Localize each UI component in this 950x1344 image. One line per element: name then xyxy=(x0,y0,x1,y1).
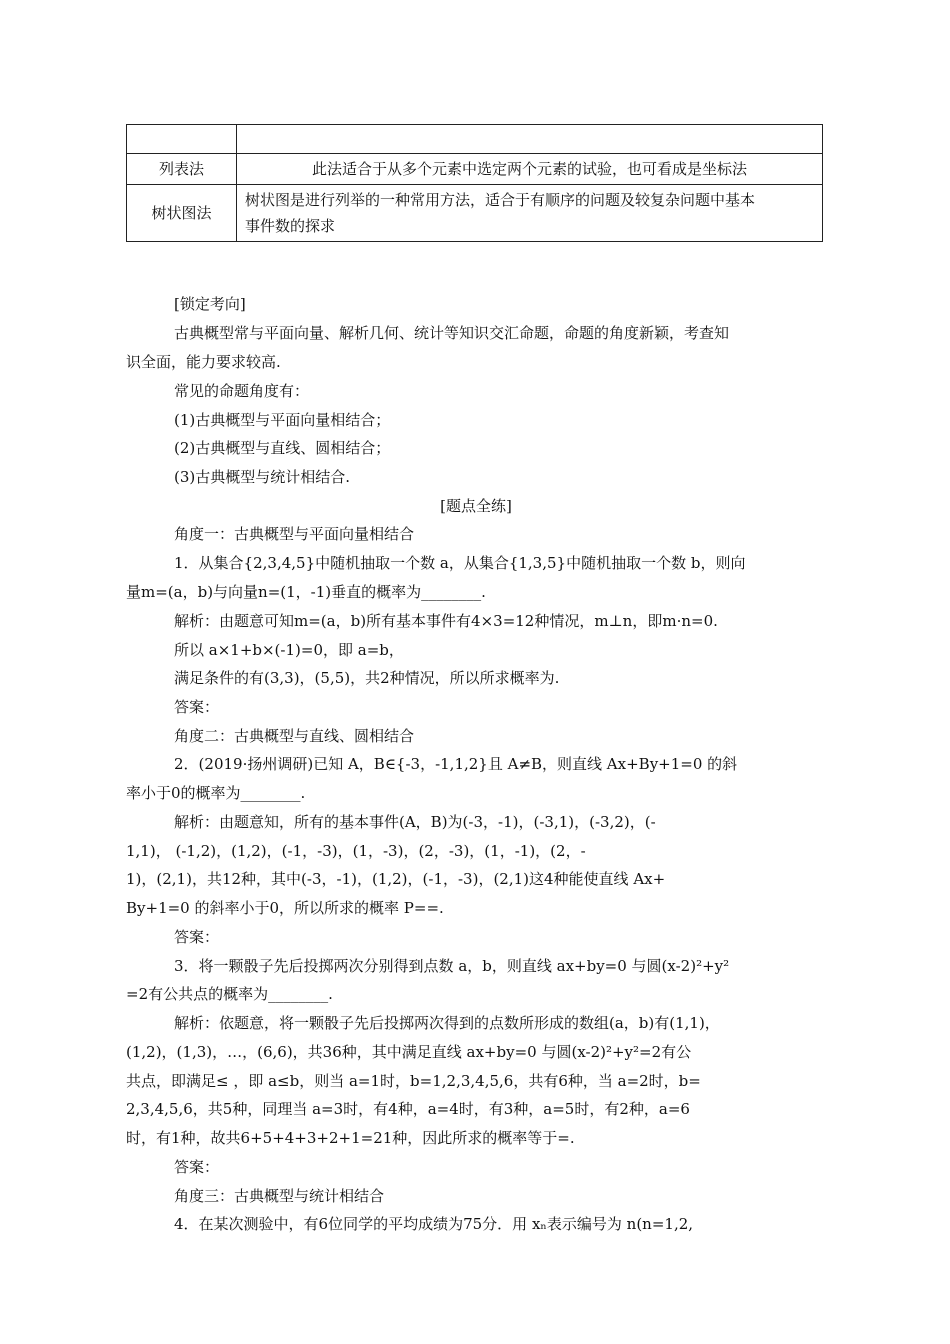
solution-line: 2,3,4,5,6，共5种，同理当 a=3时，有4种，a=4时，有3种，a=5时，有2种，a=6 xyxy=(126,1100,690,1118)
solution-line: 共点，即满足≤ ，即 a≤b，则当 a=1时，b=1,2,3,4,5,6，共有6种，当 a=2时，b= xyxy=(126,1072,701,1090)
answer-label: 答案： xyxy=(174,1158,220,1176)
angle-heading: 角度三：古典概型与统计相结合 xyxy=(174,1187,385,1205)
method-description-line: 树状图是进行列举的一种常用方法，适合于有顺序的问题及较复杂问题中基本 xyxy=(245,191,756,209)
methods-table xyxy=(126,124,823,242)
paragraph-line: 古典概型常与平面向量、解析几何、统计等知识交汇命题，命题的角度新颖，考查知 xyxy=(174,324,730,342)
solution-line: 所以 a×1+b×(-1)=0，即 a=b， xyxy=(174,641,404,659)
paragraph-line: 常见的命题角度有： xyxy=(174,382,310,400)
table-cell xyxy=(237,125,823,154)
solution-line: (1,2)，(1,3)，…，(6,6)，共36种，其中满足直线 ax+by=0 与圆(x-2)²+y²=2有公 xyxy=(126,1043,692,1061)
method-description: 此法适合于从多个元素中选定两个元素的试验，也可看成是坐标法 xyxy=(237,154,823,185)
angle-heading: 角度二：古典概型与直线、圆相结合 xyxy=(174,727,415,745)
question-line: =2有公共点的概率为________. xyxy=(126,985,333,1003)
list-item: (3)古典概型与统计相结合. xyxy=(174,468,351,486)
angle-heading: 角度一：古典概型与平面向量相结合 xyxy=(174,525,415,543)
method-name: 树状图法 xyxy=(127,185,237,242)
answer-label: 答案： xyxy=(174,698,220,716)
solution-line: 1,1)， (-1,2)，(1,2)，(-1，-3)，(1，-3)，(2，-3)，(1，-1)，(2，- xyxy=(126,842,586,860)
table-cell xyxy=(127,125,237,154)
table-row xyxy=(127,125,823,154)
solution-line: 解析：由题意可知m=(a，b)所有基本事件有4×3=12种情况，m⊥n，即m·n=0. xyxy=(174,612,718,630)
question-line: 2．(2019·扬州调研)已知 A，B∈{-3，-1,1,2}且 A≠B，则直线 Ax+By+1=0 的斜 xyxy=(174,755,738,773)
question-line: 4．在某次测验中，有6位同学的平均成绩为75分．用 xₙ表示编号为 n(n=1,2, xyxy=(174,1215,694,1233)
method-description-line: 事件数的探求 xyxy=(245,217,336,235)
list-item: (2)古典概型与直线、圆相结合； xyxy=(174,439,391,457)
method-description xyxy=(237,185,823,242)
question-line: 率小于0的概率为________. xyxy=(126,784,306,802)
section-heading: [锁定考向] xyxy=(174,295,246,313)
solution-line: By+1=0 的斜率小于0，所以所求的概率 P==. xyxy=(126,899,444,917)
answer-label: 答案： xyxy=(174,928,220,946)
list-item: (1)古典概型与平面向量相结合； xyxy=(174,411,391,429)
table-row xyxy=(127,185,823,242)
paragraph-line: 识全面，能力要求较高. xyxy=(126,353,281,371)
question-line: 3．将一颗骰子先后投掷两次分别得到点数 a，b，则直线 ax+by=0 与圆(x-2)²+y² xyxy=(174,957,730,975)
question-line: 量m=(a，b)与向量n=(1，-1)垂直的概率为________. xyxy=(126,583,486,601)
solution-line: 满足条件的有(3,3)，(5,5)，共2种情况，所以所求概率为. xyxy=(174,669,560,687)
solution-line: 1)，(2,1)，共12种，其中(-3，-1)，(1,2)，(-1，-3)，(2,1)这4种能使直线 Ax+ xyxy=(126,870,666,888)
section-heading: [题点全练] xyxy=(440,497,512,515)
solution-line: 解析：由题意知，所有的基本事件(A，B)为(-3，-1)，(-3,1)，(-3,2)，(- xyxy=(174,813,656,831)
question-line: 1．从集合{2,3,4,5}中随机抽取一个数 a，从集合{1,3,5}中随机抽取一个数 b，则向 xyxy=(174,554,746,572)
method-name: 列表法 xyxy=(127,154,237,185)
solution-line: 时，有1种，故共6+5+4+3+2+1=21种，因此所求的概率等于=. xyxy=(126,1129,575,1147)
solution-line: 解析：依题意，将一颗骰子先后投掷两次得到的点数所形成的数组(a，b)有(1,1)， xyxy=(174,1014,720,1032)
table-row xyxy=(127,154,823,185)
